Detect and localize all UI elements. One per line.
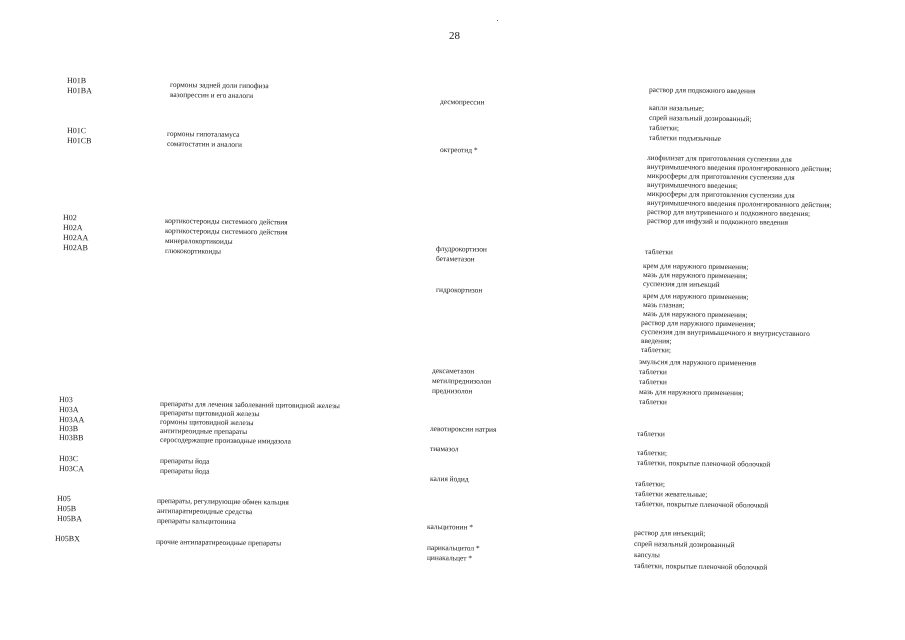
atc-group-name: кортикостероиды системного действия	[164, 216, 288, 227]
atc-group-name: антитиреоидные препараты	[159, 426, 248, 437]
atc-code: H01BA	[66, 86, 92, 96]
dosage-form: таблетки, покрытые пленочной оболочкой	[634, 499, 769, 510]
atc-code: H02AB	[62, 243, 88, 253]
atc-code: H03A	[58, 405, 79, 415]
dosage-form: суспензия для инъекций	[642, 279, 720, 289]
dosage-form: эмульсия для наружного применения	[638, 357, 757, 368]
dosage-form: раствор для инъекций;	[633, 528, 706, 538]
dosage-form: внутримышечного введения;	[646, 180, 738, 191]
atc-group-name: препараты, регулирующие обмен кальция	[156, 496, 289, 507]
atc-group-name: гормоны задней доли гипофиза	[169, 80, 269, 91]
dosage-form: мазь для наружного применения;	[642, 270, 748, 281]
drug-name: флудрокортизон	[435, 244, 487, 254]
dosage-form: крем для наружного применения;	[642, 261, 749, 272]
dosage-form: раствор для наружного применения;	[640, 318, 756, 329]
atc-group-name: глюкокортикоиды	[164, 246, 222, 256]
atc-code: H02A	[62, 223, 83, 233]
scan-speck	[497, 20, 498, 21]
dosage-form: раствор для внутривенного и подкожного введения;	[646, 207, 811, 218]
dosage-form: таблетки	[638, 397, 667, 407]
drug-name: десмопрессин	[439, 97, 485, 107]
dosage-form: таблетки	[636, 429, 665, 439]
dosage-form: таблетки, покрытые пленочной оболочкой	[633, 561, 768, 572]
dosage-form: таблетки подъязычные	[648, 133, 722, 143]
dosage-form: капсулы	[633, 550, 660, 560]
atc-code: H03CA	[58, 464, 84, 474]
drug-name: дексаметазон	[431, 366, 475, 376]
drug-name: преднизолон	[431, 386, 473, 396]
drug-name: тиамазол	[429, 444, 459, 454]
dosage-form: капли назальные;	[648, 103, 704, 113]
atc-code: H03AA	[58, 415, 85, 425]
atc-code: H01C	[66, 126, 87, 136]
atc-group-name: соматостатин и аналоги	[166, 139, 243, 149]
dosage-form: лиофилизат для приготовления суспензии для	[646, 153, 792, 164]
dosage-form: таблетки жевательные;	[634, 489, 708, 499]
dosage-form: раствор для инфузий и подкожного введения	[646, 216, 789, 227]
dosage-form: таблетки;	[640, 345, 672, 355]
drug-name: кальцитонин *	[426, 522, 474, 532]
dosage-form: таблетки	[638, 367, 667, 377]
atc-group-name: вазопрессин и его аналоги	[169, 90, 254, 101]
drug-name: левотироксин натрия	[429, 424, 497, 434]
atc-group-name: препараты кальцитонина	[156, 516, 236, 526]
dosage-form: таблетки;	[636, 448, 668, 458]
atc-group-name: препараты щитовидной железы	[159, 408, 260, 419]
drug-name: метилпреднизолон	[431, 376, 492, 386]
page-number: 28	[449, 30, 460, 42]
dosage-form: мазь для наружного применения;	[642, 309, 748, 320]
atc-code: H05BX	[54, 534, 80, 544]
atc-group-name: антипаратиреоидные средства	[156, 506, 253, 517]
dosage-form: таблетки;	[634, 479, 666, 489]
dosage-form: введения;	[640, 336, 672, 346]
atc-code: H03B	[58, 424, 79, 434]
dosage-form: суспензия для внутримышечного и внутрисуставного	[640, 327, 810, 339]
dosage-form: таблетки, покрытые пленочной оболочкой	[636, 458, 771, 469]
atc-group-name: препараты йода	[159, 466, 210, 476]
dosage-form: таблетки	[644, 247, 673, 257]
atc-group-name: гормоны щитовидной железы	[159, 417, 254, 428]
atc-code: H01B	[66, 76, 87, 86]
atc-group-name: серосодержащие производные имидазола	[159, 435, 291, 446]
dosage-form: микросферы для приготовления суспензии для	[646, 171, 795, 182]
dosage-form: мазь для наружного применения;	[638, 387, 744, 398]
dosage-form: микросферы для приготовления суспензии для	[646, 189, 795, 200]
atc-group-name: препараты для лечения заболеваний щитовидной железы	[159, 399, 340, 411]
atc-code: H02	[62, 213, 77, 223]
atc-code: H03C	[58, 454, 79, 464]
drug-name: калия йодид	[429, 474, 469, 484]
drug-name: гидрокортизон	[435, 285, 483, 295]
drug-name: цинакальцет *	[426, 553, 473, 563]
atc-code: H05BA	[56, 514, 82, 524]
atc-code: H02AA	[62, 233, 89, 243]
atc-code: H03BB	[58, 433, 84, 443]
atc-group-name: гормоны гипоталамуса	[166, 129, 240, 139]
drug-name: парикальцитол *	[426, 543, 480, 553]
dosage-form: спрей назальный дозированный;	[648, 113, 752, 124]
dosage-form: крем для наружного применения;	[642, 291, 749, 302]
dosage-form: таблетки	[638, 377, 667, 387]
drug-name: октреотид *	[439, 145, 478, 155]
atc-group-name: прочие антипаратиреоидные препараты	[155, 537, 282, 548]
dosage-form: внутримышечного введения пролонгированного действия;	[646, 198, 832, 210]
dosage-form: спрей назальный дозированный	[633, 539, 735, 550]
atc-code: H05	[56, 494, 71, 504]
drug-name: бетаметазон	[435, 254, 475, 264]
atc-group-name: препараты йода	[159, 456, 210, 466]
dosage-form: внутримышечного введения пролонгированного действия;	[646, 162, 832, 174]
dosage-form: мазь глазная;	[642, 300, 685, 310]
atc-group-name: кортикостероиды системного действия	[164, 226, 288, 237]
dosage-form: таблетки;	[648, 123, 680, 133]
atc-code: H03	[58, 395, 73, 405]
atc-code: H05B	[56, 504, 77, 514]
atc-code: H01CB	[66, 136, 92, 146]
dosage-form: раствор для подкожного введения	[648, 85, 756, 96]
atc-group-name: минералокортикоиды	[164, 236, 233, 246]
